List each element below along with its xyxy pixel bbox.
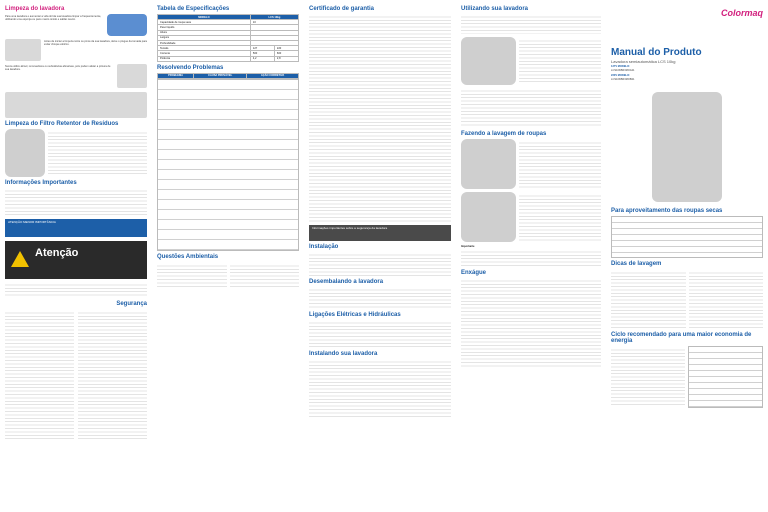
problems-header-cell: CAUSA PROVÁVEL xyxy=(194,73,247,78)
attention-text xyxy=(5,282,147,298)
filter-illustration xyxy=(5,129,45,177)
section-title-connections: Ligações Elétricas e Hidráulicas xyxy=(309,312,401,318)
problems-table-body xyxy=(157,79,299,251)
unpack-text xyxy=(309,287,451,309)
warning-icon xyxy=(11,251,29,267)
section-title-dry: Para aproveitamento das roupas secas xyxy=(611,207,723,214)
section-title-problems: Resolvendo Problemas xyxy=(157,64,224,71)
spec-value: 127 xyxy=(250,46,274,51)
unplug-text: Antes de iniciar a limpeza retire os pinos da sua lavadora, deixe o plugue da tomada para evitar choque elétrico. xyxy=(44,40,147,47)
important-text xyxy=(461,249,601,267)
spec-table xyxy=(157,14,299,62)
spec-value: 10 xyxy=(250,20,298,25)
spec-header-cell: LCS 10kg xyxy=(250,15,298,20)
model-127-code: LCS10KBR3MOA21 xyxy=(611,69,635,73)
usage-step-text xyxy=(519,38,601,84)
installing-text xyxy=(309,359,451,419)
spec-label: Profundidade xyxy=(158,41,251,46)
warranty-text xyxy=(309,14,451,224)
dry-table xyxy=(611,216,763,258)
section-title-safety: Segurança xyxy=(116,301,147,307)
section-title-washing: Fazendo a lavagem de roupas xyxy=(461,131,547,137)
spec-value: 2,8 xyxy=(274,56,298,61)
washer-illustration-3 xyxy=(461,192,516,242)
column-warranty xyxy=(304,0,456,512)
spec-label: Corrente xyxy=(158,51,251,56)
model-220-code: LCS10KBR3MOB21 xyxy=(611,78,635,82)
washer-illustration-2 xyxy=(461,139,516,189)
spec-label: Capacidade de roupa seca xyxy=(158,20,251,25)
model-127-label: 127V MODELO: xyxy=(611,65,631,68)
manual-subtitle: Lavadora semiautomática LCS 10kg xyxy=(611,59,676,64)
brand-name: Colormaq xyxy=(720,8,763,18)
manual-title: Manual do Produto xyxy=(611,47,702,58)
washer-illustration-1 xyxy=(461,37,516,85)
economy-text xyxy=(611,347,685,407)
no-alcohol-text: Nunca utilize álcool, removedores ou substâncias abrasivas, pois podem afetar a pintura de sua lavadora. xyxy=(5,65,111,72)
machine-top-illustration xyxy=(5,92,147,118)
safety-note-band xyxy=(309,225,451,241)
section-title-economy: Ciclo recomendado para uma maior economia de energia xyxy=(611,331,752,344)
important-label: Importante xyxy=(461,245,475,248)
filter-text-block xyxy=(48,130,147,176)
section-title-installing: Instalando sua lavadora xyxy=(309,351,378,357)
rinse-text xyxy=(461,278,601,368)
section-title-tips: Dicas de lavagem xyxy=(611,260,662,267)
section-title-usage: Utilizando sua lavadora xyxy=(461,6,529,12)
section-title-filter: Limpeza do Filtro Retentor de Resíduos xyxy=(5,121,119,127)
sponge-icon xyxy=(107,14,147,36)
usage-detail-text xyxy=(461,88,601,128)
column-cleaning xyxy=(0,0,152,512)
problems-header-cell: AÇÃO CORRETIVA xyxy=(247,73,299,78)
tips-text-right xyxy=(689,270,764,328)
safety-text-right xyxy=(78,310,147,440)
problems-header-cell: PROBLEMA xyxy=(158,73,194,78)
brand-logo xyxy=(611,3,763,21)
bottle-illustration xyxy=(117,64,147,88)
spec-value: 600 xyxy=(274,51,298,56)
spec-label: Tensão xyxy=(158,46,251,51)
column-specs xyxy=(152,0,304,512)
usage-text xyxy=(461,14,601,34)
attention-box xyxy=(5,241,147,279)
economy-table xyxy=(688,346,764,408)
washer-product-image xyxy=(652,92,722,202)
table-row xyxy=(158,56,299,61)
column-usage xyxy=(456,0,606,512)
spec-header-cell: MODELO xyxy=(158,15,251,20)
spec-value: 4,2 xyxy=(250,56,274,61)
spec-value: 220 xyxy=(274,46,298,51)
section-title-rinse: Enxágue xyxy=(461,270,487,277)
spec-label: Peso líquido xyxy=(158,25,251,30)
cleaning-text: Para uma lavadora e aumentar a vida útil da sua lavadora limpar a frequentemente, utilizando uma esponja ou pano macio úmido e sabão neutro. xyxy=(5,15,102,22)
attention-title: Atenção xyxy=(35,247,79,259)
install-text xyxy=(309,252,451,276)
plug-illustration xyxy=(5,39,41,61)
section-title-warranty: Certificado de garantia xyxy=(309,6,375,12)
washing-text xyxy=(519,140,601,188)
section-title-info: Informações Importantes xyxy=(5,180,77,186)
environment-text-left xyxy=(157,263,227,287)
important-band-label: ATENÇÃO MENOR IMPORTÂNCIA xyxy=(8,220,56,224)
spec-label: Potência xyxy=(158,56,251,61)
safety-text-left xyxy=(5,310,74,440)
column-cover xyxy=(606,0,768,512)
problems-header-row xyxy=(158,73,299,78)
spec-label: Altura xyxy=(158,30,251,35)
info-text-block xyxy=(5,188,147,216)
model-220-label: 220V MODELO: xyxy=(611,73,631,77)
section-title-install: Instalação xyxy=(309,244,339,250)
spec-label: Largura xyxy=(158,35,251,40)
tips-text-left xyxy=(611,270,686,328)
environment-text-right xyxy=(230,263,300,287)
washing-text-2 xyxy=(519,193,601,241)
section-title-unpack: Desembalando a lavadora xyxy=(309,279,384,285)
section-title-specs: Tabela de Especificações xyxy=(157,6,230,12)
important-band xyxy=(5,219,147,237)
connections-text xyxy=(309,320,451,348)
section-title-environment: Questões Ambientais xyxy=(157,254,219,261)
spec-value: 500 xyxy=(250,51,274,56)
safety-note-label: Informações importantes sobre a segurança da lavadora xyxy=(312,226,388,230)
section-title-cleaning: Limpeza do lavadora xyxy=(5,6,65,12)
